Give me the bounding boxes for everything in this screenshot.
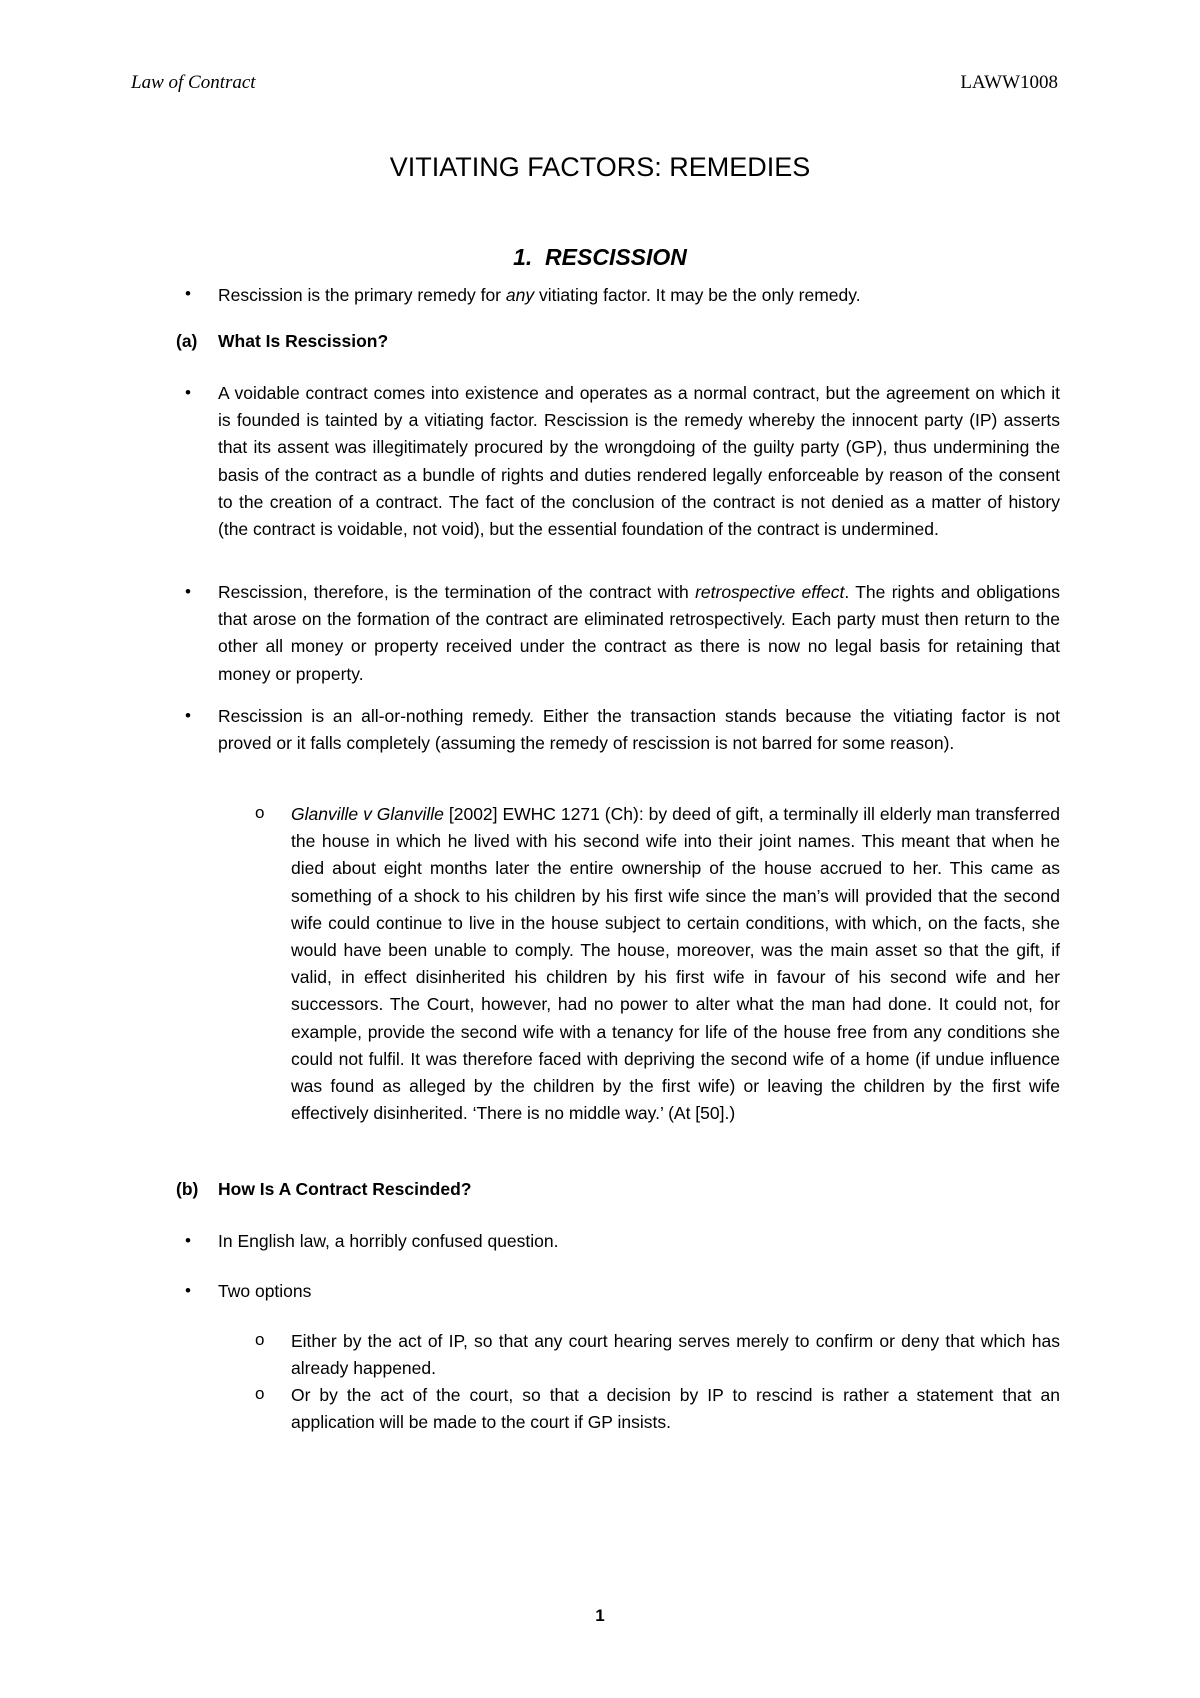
sub-bullet-icon: o (255, 803, 265, 822)
case-name: Glanville v Glanville (291, 804, 444, 824)
paragraph-retrospective-effect: Rescission, therefore, is the termination of the contract with retrospective effect. The rights and obligations that arose on the formation of the contract are eliminated retrospectively. Each party must then return to the other all money or property received under the contract as there is now no legal basis for retaining that money or property. (218, 582, 1061, 684)
paragraph-all-or-nothing: Rescission is an all-or-nothing remedy. Either the transaction stands because the vitiating factor is not proved or it falls completely (assuming the remedy of rescission is not barred for some reason). (218, 706, 1060, 754)
option-act-of-court: Or by the act of the court, so that a decision by IP to rescind is rather a statement that an application will be made to the court if GP insists. (291, 1385, 1060, 1433)
header-course-code: LAWW1008 (960, 72, 1058, 93)
paragraph-voidable-contract: A voidable contract comes into existence and operates as a normal contract, but the agreement on which it is founded is tainted by a vitiating factor. Rescission is the remedy whereby the innocent party (IP) asserts that its assent was illegitimately procured by the wrongdoing of the guilty party (GP), thus undermining the basis of the contract as a bundle of rights and duties rendered legally enforceable by reason of the consent to the creation of a contract. The fact of the conclusion of the contract is not denied as a matter of history (the contract is voidable, not void), but the essential foundation of the contract is undermined. (218, 383, 1060, 540)
bullet-icon: • (185, 383, 191, 402)
bullet-icon: • (185, 284, 191, 303)
section-heading-rescission: 1. RESCISSION (513, 244, 687, 270)
bullet-icon: • (185, 1231, 191, 1250)
sub-bullet-icon: o (255, 1330, 265, 1349)
bullet-icon: • (185, 706, 191, 725)
subheading-how-rescinded: (b) How Is A Contract Rescinded? (176, 1179, 472, 1199)
option-act-of-ip: Either by the act of IP, so that any court hearing serves merely to confirm or deny that which has already happened. (291, 1331, 1060, 1379)
case-glanville: Glanville v Glanville [2002] EWHC 1271 (Ch): by deed of gift, a terminally ill elderly man transferred the house in which he lived with his second wife into their joint names. This meant that when he died about eight months later the entire ownership of the house accrued to her. This came as something of a shock to his children by his first wife since the man’s will provided that the second wife could continue to live in the house subject to certain conditions, with which, on the facts, she would have been unable to comply. The house, moreover, was the main asset so that the gift, if valid, in effect disinherited his children by his first wife in favour of his second wife and her successors. The Court, however, had no power to alter what the man had done. It could not, for example, provide the second wife with a tenancy for life of the house free from any conditions she could not fulfil. It was therefore faced with depriving the second wife of a home (if undue influence was found as alleged by the children by the first wife) or leaving the children by the first wife effectively disinherited. ‘There is no middle way.’ (At [50].) (291, 804, 1061, 1124)
header-course-name: Law of Contract (131, 72, 256, 93)
page-number: 1 (595, 1606, 605, 1625)
sub-bullet-icon: o (255, 1384, 265, 1403)
bullet-icon: • (185, 1281, 191, 1300)
intro-paragraph: Rescission is the primary remedy for any vitiating factor. It may be the only remedy. (218, 285, 861, 305)
document-title: VITIATING FACTORS: REMEDIES (389, 152, 811, 182)
bullet-icon: • (185, 582, 191, 601)
subheading-what-is-rescission: (a) What Is Rescission? (176, 331, 389, 351)
paragraph-confused-question: In English law, a horribly confused question. (218, 1231, 559, 1251)
paragraph-two-options: Two options (218, 1281, 312, 1301)
